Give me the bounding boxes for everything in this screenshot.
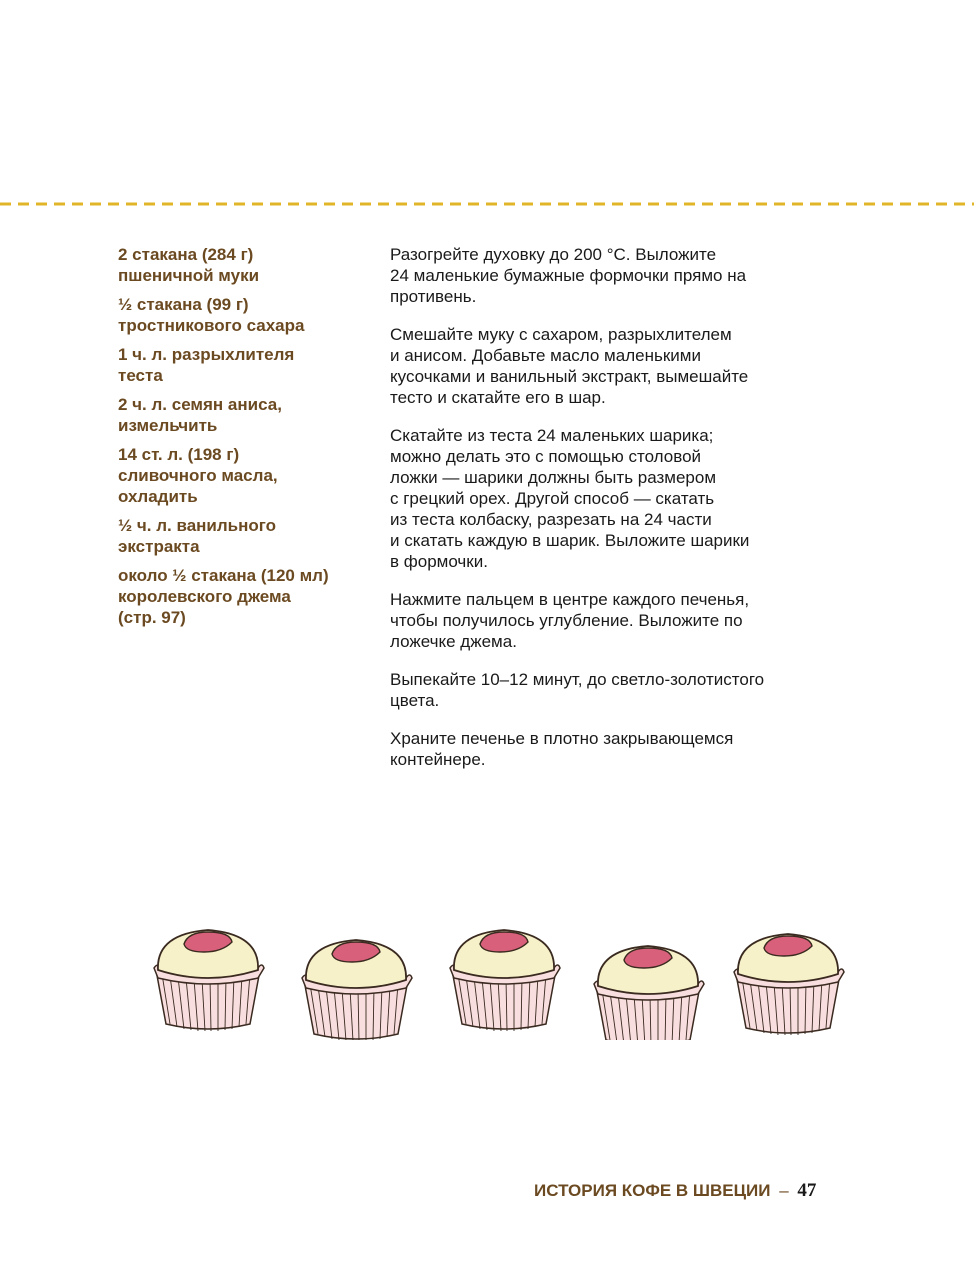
- ingredient-item: ½ ч. л. ванильного экстракта: [118, 516, 277, 556]
- ingredient-item: ½ стакана (99 г) тростникового сахара: [118, 295, 305, 335]
- cookie-2: [302, 940, 412, 1040]
- instruction-steps: [390, 244, 830, 787]
- dashed-divider: [0, 201, 974, 207]
- cookie-4: [594, 946, 704, 1040]
- cookie-3: [450, 930, 560, 1031]
- ingredient-item: около ½ стакана (120 мл) королевского джема (стр. 97): [118, 566, 329, 627]
- ingredient-item: 2 стакана (284 г) пшеничной муки: [118, 245, 260, 285]
- section-title: ИСТОРИЯ КОФЕ В ШВЕЦИИ: [534, 1181, 771, 1200]
- instruction-step: Скатайте из теста 24 маленьких шарика; можно делать это с помощью столовой ложки — шарики должны быть размером с грецкий орех. Другой способ — скатать из теста колбаску, разрезать на 24 части и скатать каждую в шарик. Выложите шарики в формочки.: [390, 426, 750, 571]
- page-number: 47: [797, 1180, 817, 1201]
- ingredient-list: [118, 244, 378, 636]
- cookie-1: [154, 930, 264, 1031]
- running-footer: [534, 1179, 816, 1203]
- ingredient-item: 1 ч. л. разрыхлителя теста: [118, 345, 295, 385]
- instruction-step: Выпекайте 10–12 минут, до светло-золотистого цвета.: [390, 670, 765, 710]
- ingredient-item: 14 ст. л. (198 г) сливочного масла, охладить: [118, 445, 278, 506]
- ingredient-item: 2 ч. л. семян аниса, измельчить: [118, 395, 282, 435]
- instruction-step: Храните печенье в плотно закрывающемся контейнере.: [390, 729, 734, 769]
- instruction-step: Смешайте муку с сахаром, разрыхлителем и анисом. Добавьте масло маленькими кусочками и ванильный экстракт, вымешайте тесто и скатайте его в шар.: [390, 325, 749, 407]
- instruction-step: Нажмите пальцем в центре каждого печенья, чтобы получилось углубление. Выложите по ложечке джема.: [390, 590, 750, 651]
- instruction-step: Разогрейте духовку до 200 °С. Выложите 24 маленькие бумажные формочки прямо на противень.: [390, 245, 747, 306]
- cookie-illustration: [140, 900, 860, 1040]
- cookie-5: [734, 934, 844, 1035]
- footer-dash: –: [779, 1181, 789, 1200]
